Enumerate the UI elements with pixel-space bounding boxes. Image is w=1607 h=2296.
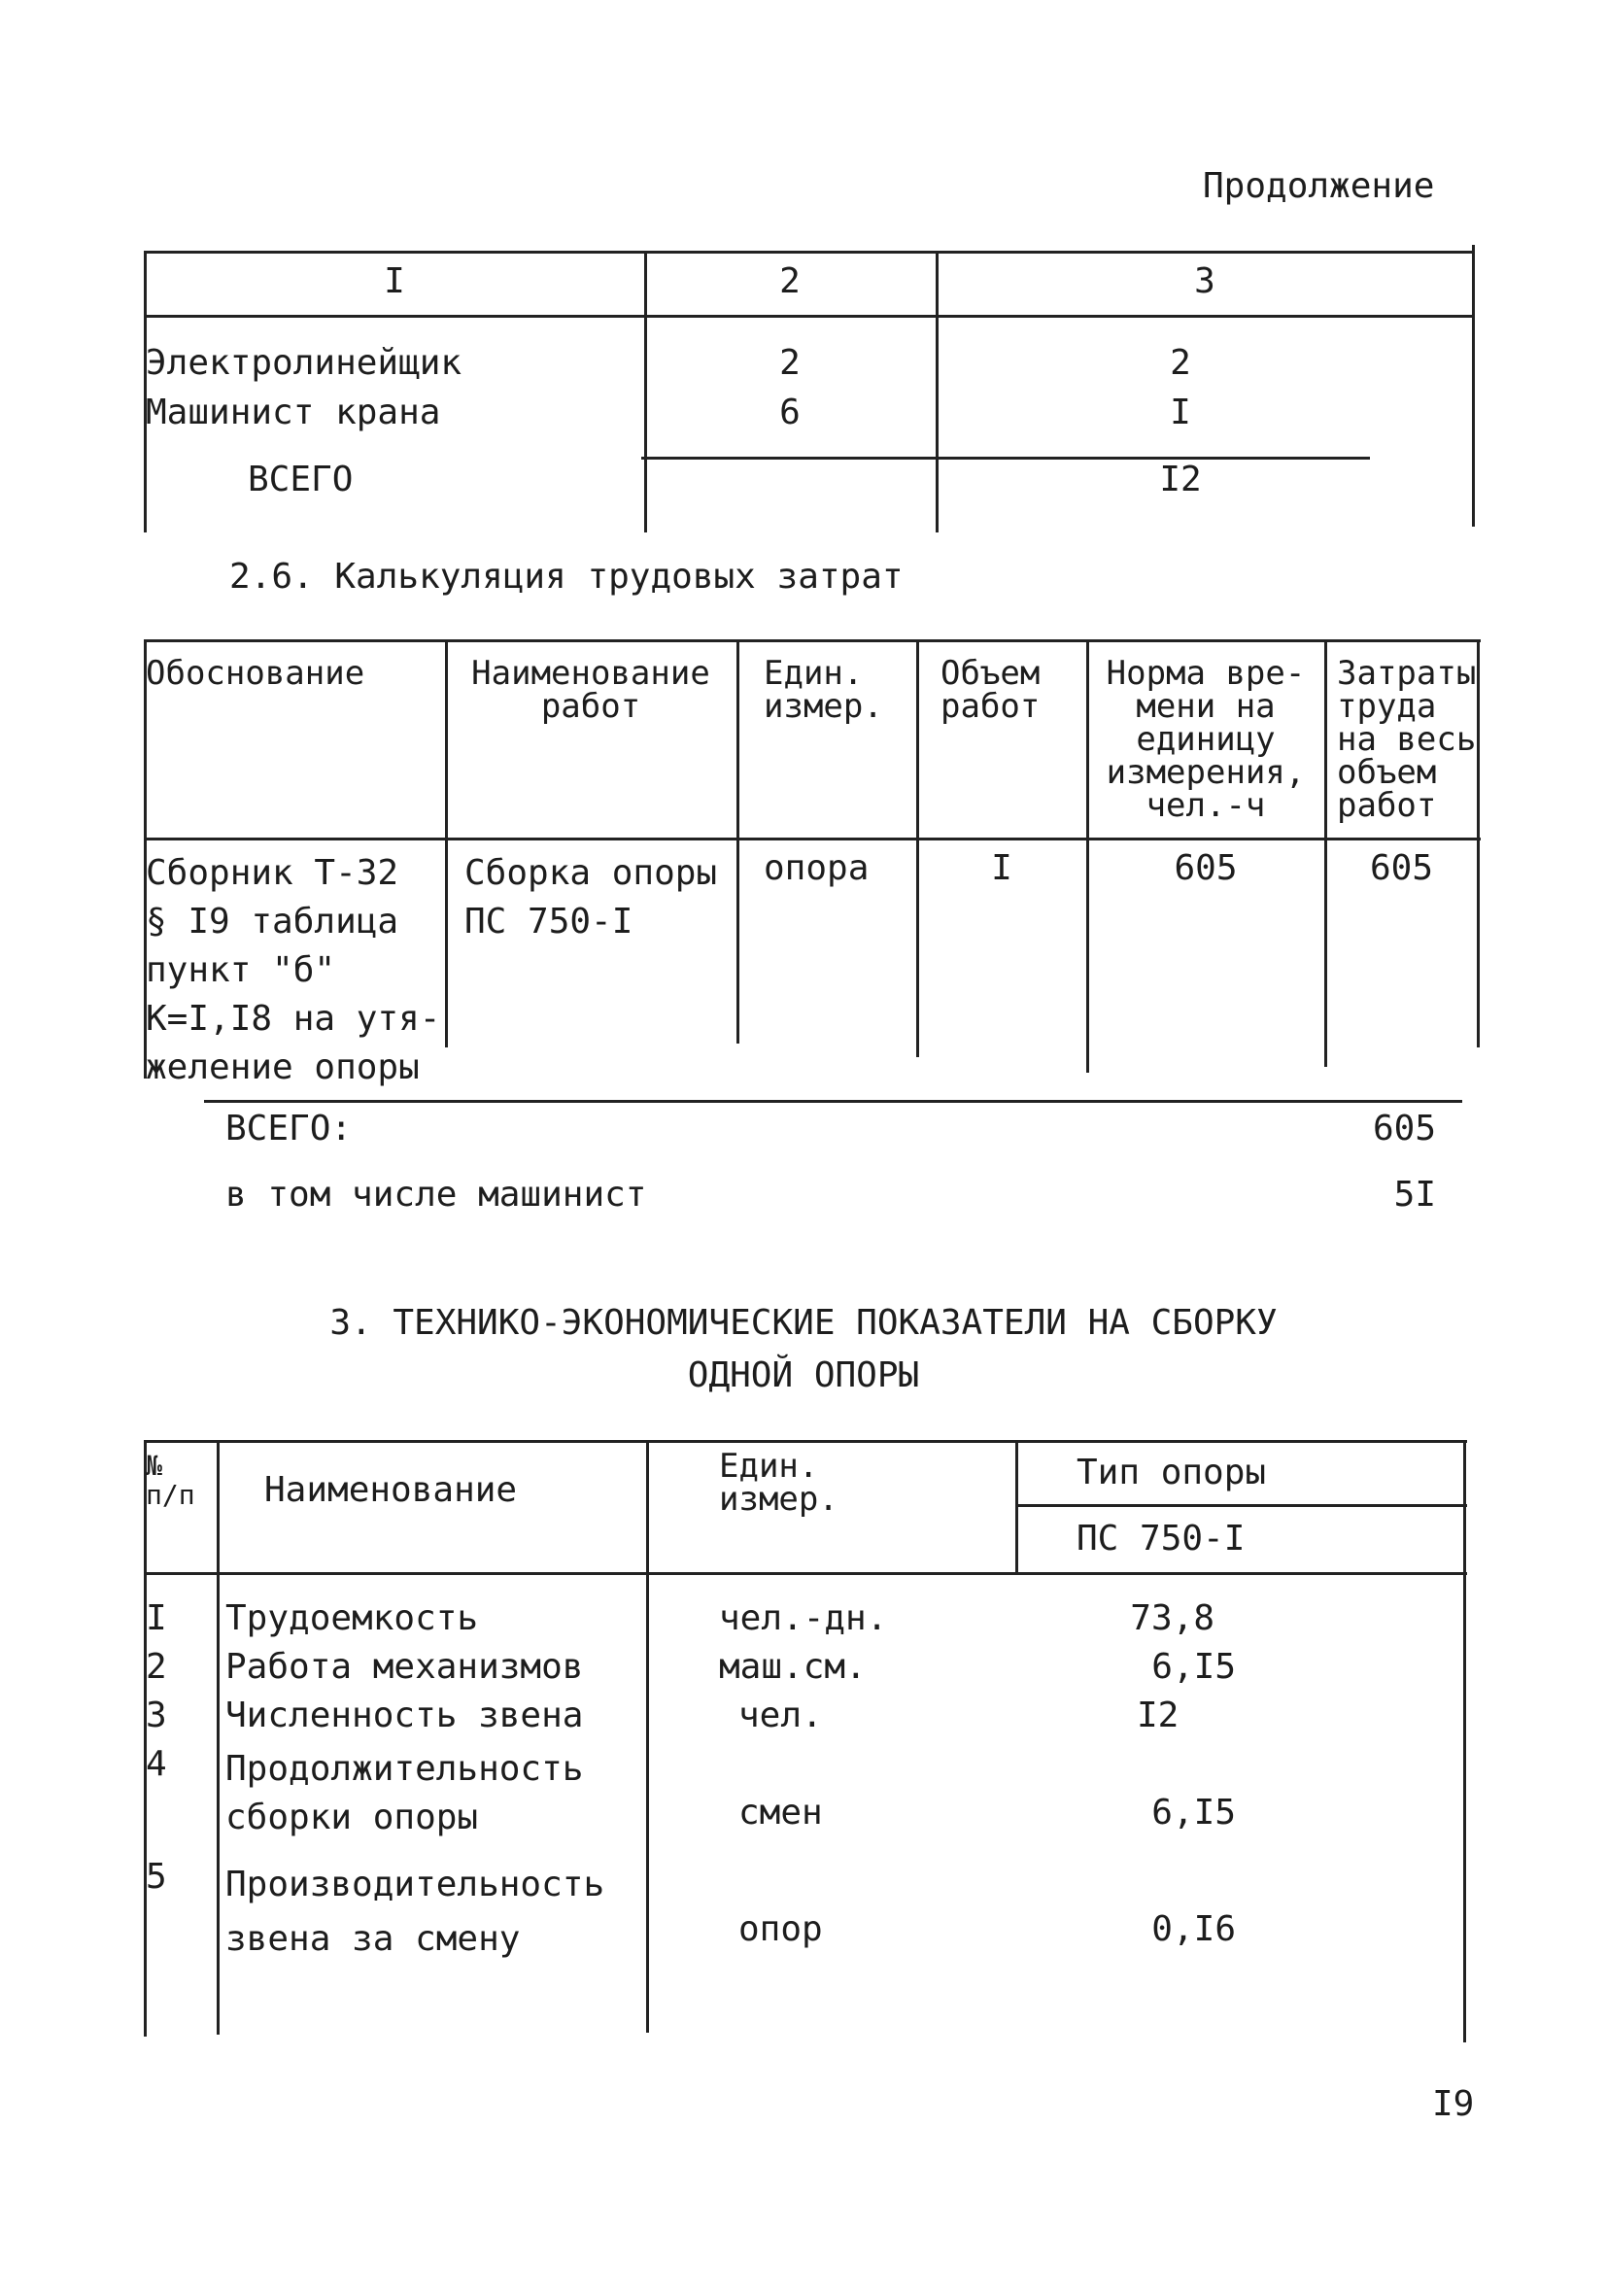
tech-row-value: 6,I5 <box>1151 1647 1236 1687</box>
labor-row-work-name: Сборка опоры ПС 750-I <box>464 853 718 942</box>
continuation-label: Продолжение <box>1203 166 1435 206</box>
section-3-title-line2: ОДНОЙ ОПОРЫ <box>687 1355 920 1395</box>
tech-header-type-value: ПС 750-I <box>1077 1519 1246 1559</box>
tech-row-num: I <box>146 1598 167 1638</box>
crew-row-col3: I <box>1170 393 1191 432</box>
page-number: I9 <box>1432 2084 1475 2124</box>
labor-row-labor: 605 <box>1369 848 1434 888</box>
crew-row-name: Машинист крана <box>146 393 441 432</box>
tech-row-num: 3 <box>146 1696 167 1735</box>
labor-header-work-name: Наименование работ <box>471 654 710 726</box>
crew-header-col3: 3 <box>1194 261 1215 301</box>
crew-total-label: ВСЕГО <box>248 460 354 499</box>
tech-row-value: 73,8 <box>1130 1598 1214 1638</box>
tech-header-num: № п/п <box>146 1450 195 1511</box>
tech-row-unit: чел.-дн. <box>719 1598 888 1638</box>
tech-row-name: Численность звена <box>225 1696 584 1735</box>
tech-row-num: 5 <box>146 1857 167 1897</box>
section-2-6-title: 2.6. Калькуляция трудовых затрат <box>229 557 904 597</box>
machinist-value: 5I <box>1393 1175 1436 1215</box>
crew-header-col1: I <box>384 261 405 301</box>
tech-row-num: 2 <box>146 1647 167 1687</box>
crew-row-col3: 2 <box>1170 343 1191 383</box>
tech-row-value: 0,I6 <box>1151 1909 1236 1949</box>
labor-row-norm: 605 <box>1174 848 1238 888</box>
labor-total-value: 605 <box>1372 1109 1436 1148</box>
tech-row-name: Продолжительность сборки опоры <box>225 1749 584 1837</box>
machinist-label: в том числе машинист <box>225 1175 647 1215</box>
labor-header-norm: Норма вре- мени на единицу измерения, чел.-ч <box>1106 654 1306 825</box>
tech-row-value: 6,I5 <box>1151 1793 1236 1833</box>
crew-total-value: I2 <box>1159 460 1202 499</box>
labor-total-label: ВСЕГО: <box>225 1109 353 1148</box>
labor-header-labor: Затраты труда на весь объем работ <box>1337 654 1477 825</box>
tech-row-num: 4 <box>146 1744 167 1784</box>
tech-row-unit: маш.см. <box>719 1647 867 1687</box>
tech-row-name: Трудоемкость <box>225 1598 479 1638</box>
crew-row-col2: 2 <box>779 343 801 383</box>
tech-header-unit: Един. измер. <box>719 1447 838 1519</box>
labor-row-basis: Сборник Т-32 § I9 таблица пункт "б" К=I,I8 на утя- желение опоры <box>146 853 441 1087</box>
labor-header-basis: Обоснование <box>146 654 365 693</box>
crew-row-col2: 6 <box>779 393 801 432</box>
section-3-title-line1: 3. ТЕХНИКО-ЭКОНОМИЧЕСКИЕ ПОКАЗАТЕЛИ НА СБОРКУ <box>329 1303 1278 1343</box>
tech-row-unit: чел. <box>738 1696 823 1735</box>
tech-row-name: Производительность звена за смену <box>225 1865 605 1959</box>
tech-row-unit: смен <box>738 1793 823 1833</box>
tech-row-name: Работа механизмов <box>225 1647 584 1687</box>
tech-header-name: Наименование <box>264 1470 518 1510</box>
labor-header-unit: Един. измер. <box>764 654 883 726</box>
tech-header-type: Тип опоры <box>1077 1453 1267 1492</box>
labor-row-volume: I <box>991 848 1012 888</box>
crew-row-name: Электролинейщик <box>146 343 462 383</box>
tech-row-unit: опор <box>738 1909 823 1949</box>
crew-header-col2: 2 <box>779 261 801 301</box>
tech-row-value: I2 <box>1137 1696 1180 1735</box>
labor-row-unit: опора <box>764 848 870 888</box>
labor-header-volume: Объем работ <box>940 654 1041 726</box>
